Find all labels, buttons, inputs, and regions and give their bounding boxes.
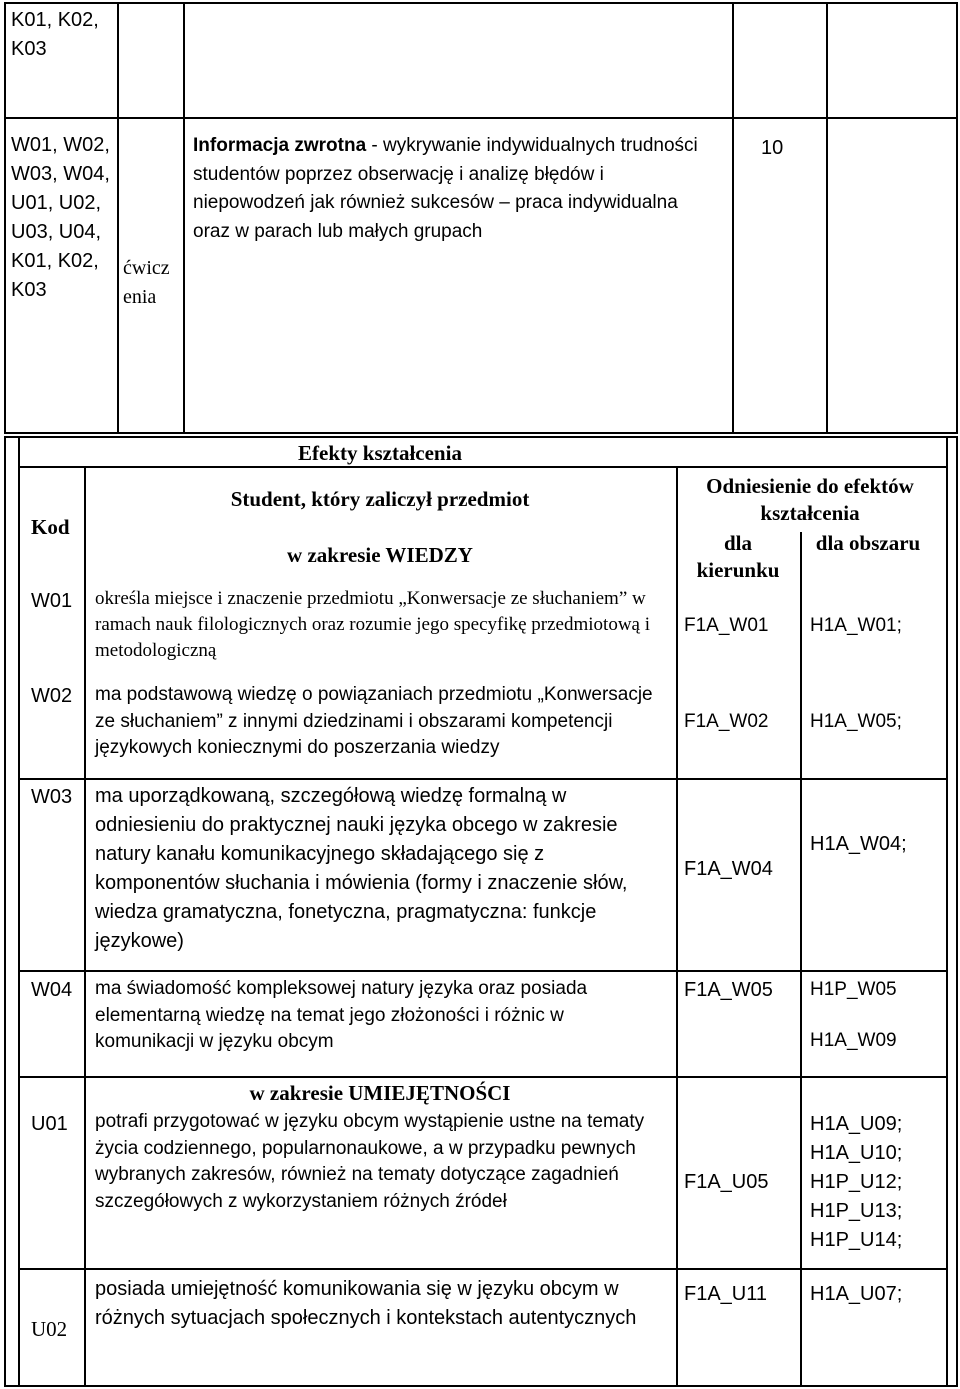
- top-table-col-divider-2: [183, 2, 185, 434]
- row-text-u01: potrafi przygotować w języku obcym wystąpienie ustne na tematy życia codziennego, popularnonaukowe, a w przypadku pewnych wybranych zakresów, również na tematy dotyczące zagadnień szczegółowych z wykorzystaniem różnych źródeł: [95, 1111, 645, 1212]
- row-obszar-u01-4: H1P_U13;: [810, 1200, 903, 1222]
- row-text-w02: ma podstawową wiedzę o powiązaniach przedmiotu „Konwersacje ze słuchaniem” z innymi dziedzinami i obszarami kompetencji językowych koniecznymi do poszerzania wiedzy: [95, 684, 653, 759]
- divider-w02-w03: [18, 778, 948, 780]
- row-code-u02: U02: [31, 1317, 68, 1341]
- row1-codes: K01, K02, K03: [11, 9, 99, 60]
- row-code-w02: W02: [31, 685, 73, 707]
- effects-border-bottom: [4, 1385, 958, 1387]
- row2-codes: W01, W02, W03, W04, U01, U02, U03, U04, K01, K02, K03: [11, 134, 110, 301]
- top-table-col-divider-4: [826, 2, 828, 434]
- row-text-w04: ma świadomość kompleksowej natury języka oraz posiada elementarną wiedzę na temat jego złożoności i różnic w komunikacji w języku obcym: [95, 978, 588, 1053]
- row-kierunek-w03: F1A_W04: [684, 858, 773, 880]
- row-kierunek-u02: F1A_U11: [684, 1283, 768, 1305]
- row-obszar-u01-3: H1P_U12;: [810, 1171, 903, 1193]
- row2-hours: 10: [761, 137, 784, 159]
- row-text-u02: posiada umiejętność komunikowania się w języku obcym w różnych sytuacjach społecznych i kontekstach autentycznych: [95, 1278, 637, 1329]
- top-table-border-right: [956, 2, 958, 434]
- effects-col-divider-ref: [800, 532, 802, 1387]
- effects-border-left: [4, 436, 6, 1387]
- ref-dla-obszaru: dla obszaru: [815, 531, 921, 555]
- row2-description-bold: Informacja zwrotna: [193, 135, 367, 156]
- row-obszar-u01-2: H1A_U10;: [810, 1142, 903, 1164]
- row-text-w03: ma uporządkowaną, szczegółową wiedzę formalną w odniesieniu do praktycznej nauki języka obcego w zakresie natury kanału komunikacyjnego składającego się z komponentów słuchania i mówienia (formy i znaczenie słów, wiedza gramatyczna, fonetyczna, pragmatyczna: funkcje językowe): [95, 785, 628, 952]
- row-obszar-w02: H1A_W05;: [810, 711, 902, 732]
- row-text-w01: określa miejsce i znaczenie przedmiotu „Konwersacje ze słuchaniem” w ramach nauk filologicznych oraz rozumie jego specyfikę przedmiotową i metodologiczną: [95, 588, 650, 662]
- effects-border-right: [956, 436, 958, 1387]
- effects-subtitle: Student, który zaliczył przedmiot: [230, 487, 530, 511]
- row2-description-rest: - wykrywanie indywidualnych trudności studentów poprzez obserwację i analizę błędów i niepowodzeń jak również sukcesów – praca indywidualna oraz w parach lub małych grupach: [193, 135, 698, 242]
- row-obszar-w04-1: H1P_W05: [810, 979, 897, 1000]
- row2-description: [193, 132, 718, 246]
- top-table-col-divider-1: [117, 2, 119, 434]
- section-wiedza: w zakresie WIEDZY: [287, 543, 473, 567]
- row-code-w01: W01: [31, 590, 73, 612]
- row-obszar-w01: H1A_W01;: [810, 615, 902, 636]
- divider-w03-w04: [18, 970, 948, 972]
- row-code-w04: W04: [31, 979, 73, 1001]
- col-kod-header: Kod: [31, 515, 70, 539]
- top-table-col-divider-3: [732, 2, 734, 434]
- row-kierunek-w04: F1A_W05: [684, 979, 773, 1001]
- row-code-w03: W03: [31, 786, 73, 808]
- top-table-border-bottom: [4, 432, 958, 434]
- row-kierunek-w02: F1A_W02: [684, 711, 769, 732]
- ref-dla-kierunku: dla kierunku: [696, 531, 780, 583]
- ref-header: Odniesienie do efektów kształcenia: [706, 474, 914, 526]
- effects-title: Efekty kształcenia: [298, 441, 462, 465]
- row-kierunek-w01: F1A_W01: [684, 615, 769, 636]
- row-code-u01: U01: [31, 1113, 68, 1135]
- effects-inner-right: [946, 436, 948, 1387]
- effects-inner-left: [18, 436, 20, 1387]
- top-table-border-left: [4, 2, 6, 434]
- divider-u01-u02: [18, 1268, 948, 1270]
- row-obszar-u01-5: H1P_U14;: [810, 1229, 903, 1251]
- row-kierunek-u01: F1A_U05: [684, 1171, 769, 1193]
- top-table-row-divider: [4, 117, 958, 119]
- row2-form: ćwicz enia: [123, 257, 170, 308]
- effects-col-divider-text: [676, 466, 678, 1387]
- section-umiejetnosci: w zakresie UMIEJĘTNOŚCI: [249, 1081, 511, 1105]
- top-table-border-top: [4, 2, 958, 4]
- effects-col-divider-kod: [84, 466, 86, 1387]
- row-obszar-u02: H1A_U07;: [810, 1283, 903, 1305]
- row-obszar-w03: H1A_W04;: [810, 833, 907, 855]
- row-obszar-u01-1: H1A_U09;: [810, 1113, 903, 1135]
- row-obszar-w04-2: H1A_W09: [810, 1030, 897, 1051]
